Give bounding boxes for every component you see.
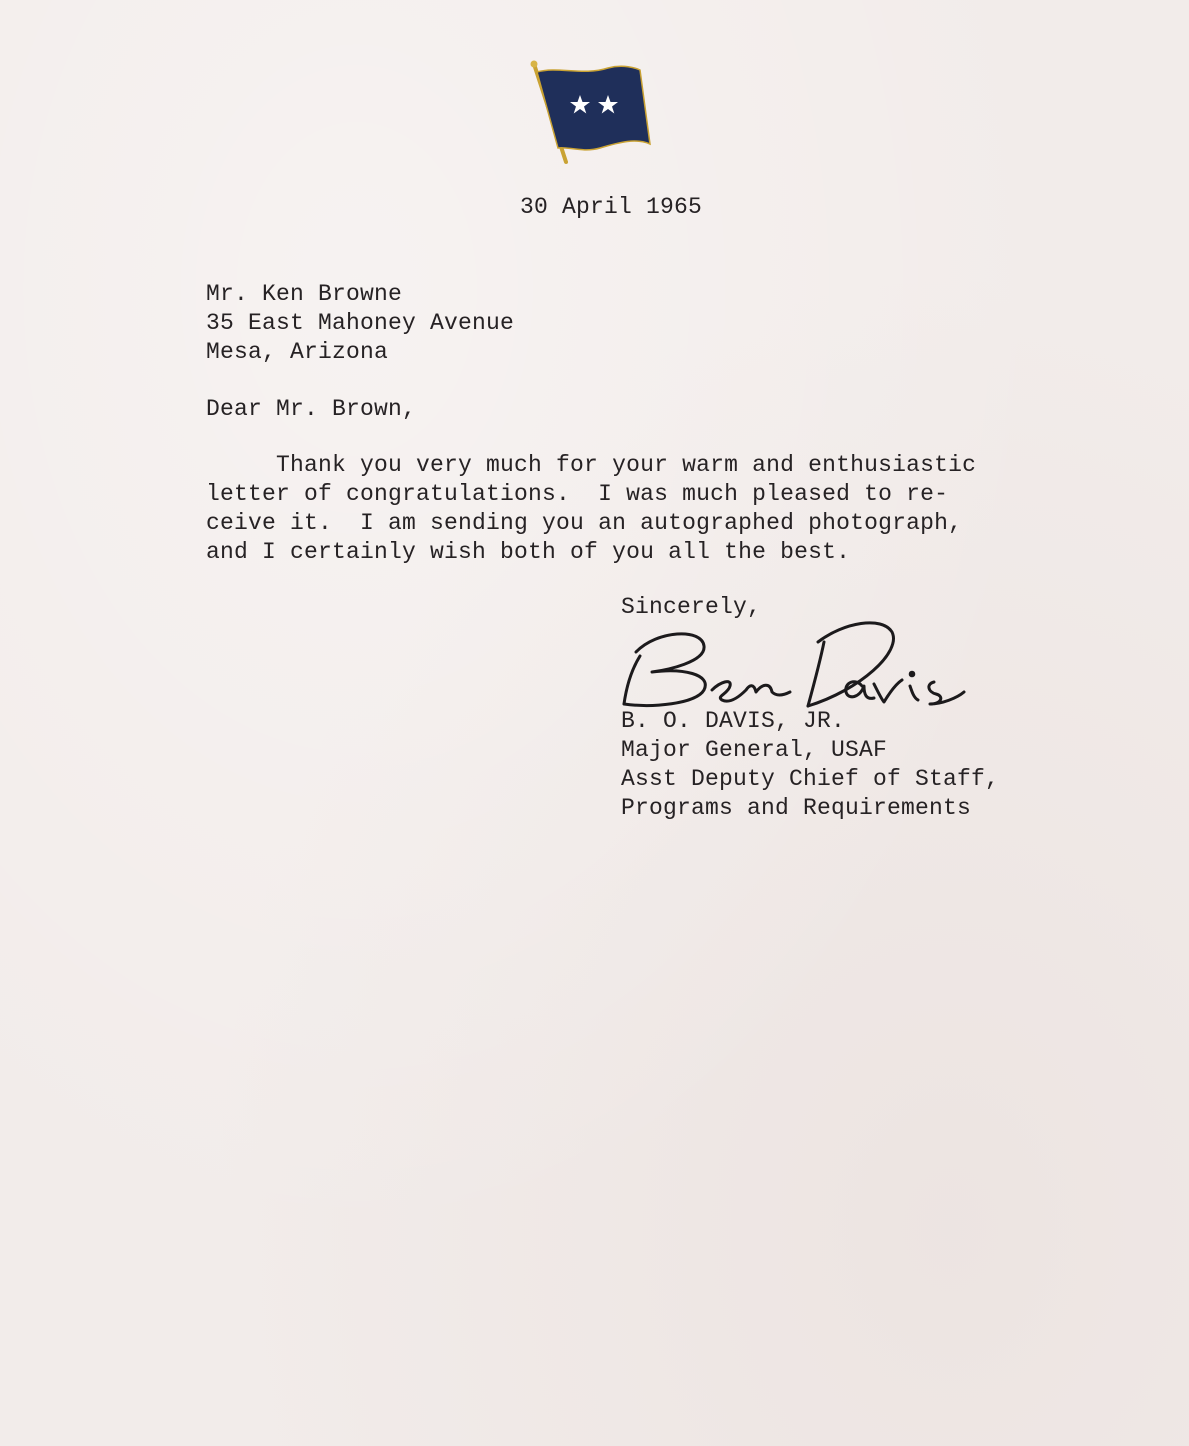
closing: Sincerely, <box>621 594 762 620</box>
body-line: Thank you very much for your warm and enthusiastic <box>206 452 977 478</box>
salutation: Dear Mr. Brown, <box>206 396 417 422</box>
body-line: and I certainly wish both of you all the best. <box>206 539 851 565</box>
body-line: letter of congratulations. I was much pleased to re- <box>206 481 949 507</box>
recipient-street: 35 East Mahoney Avenue <box>206 310 515 336</box>
two-star-flag-icon <box>528 58 656 168</box>
recipient-name: Mr. Ken Browne <box>206 281 403 307</box>
signer-title: Asst Deputy Chief of Staff, <box>621 766 1000 792</box>
signer-name: B. O. DAVIS, JR. <box>621 708 846 734</box>
letter-date: 30 April 1965 <box>520 194 703 220</box>
body-line: ceive it. I am sending you an autographed photograph, <box>206 510 963 536</box>
signer-rank: Major General, USAF <box>621 737 888 763</box>
handwritten-signature <box>612 612 982 722</box>
signer-department: Programs and Requirements <box>621 795 972 821</box>
recipient-city: Mesa, Arizona <box>206 339 389 365</box>
